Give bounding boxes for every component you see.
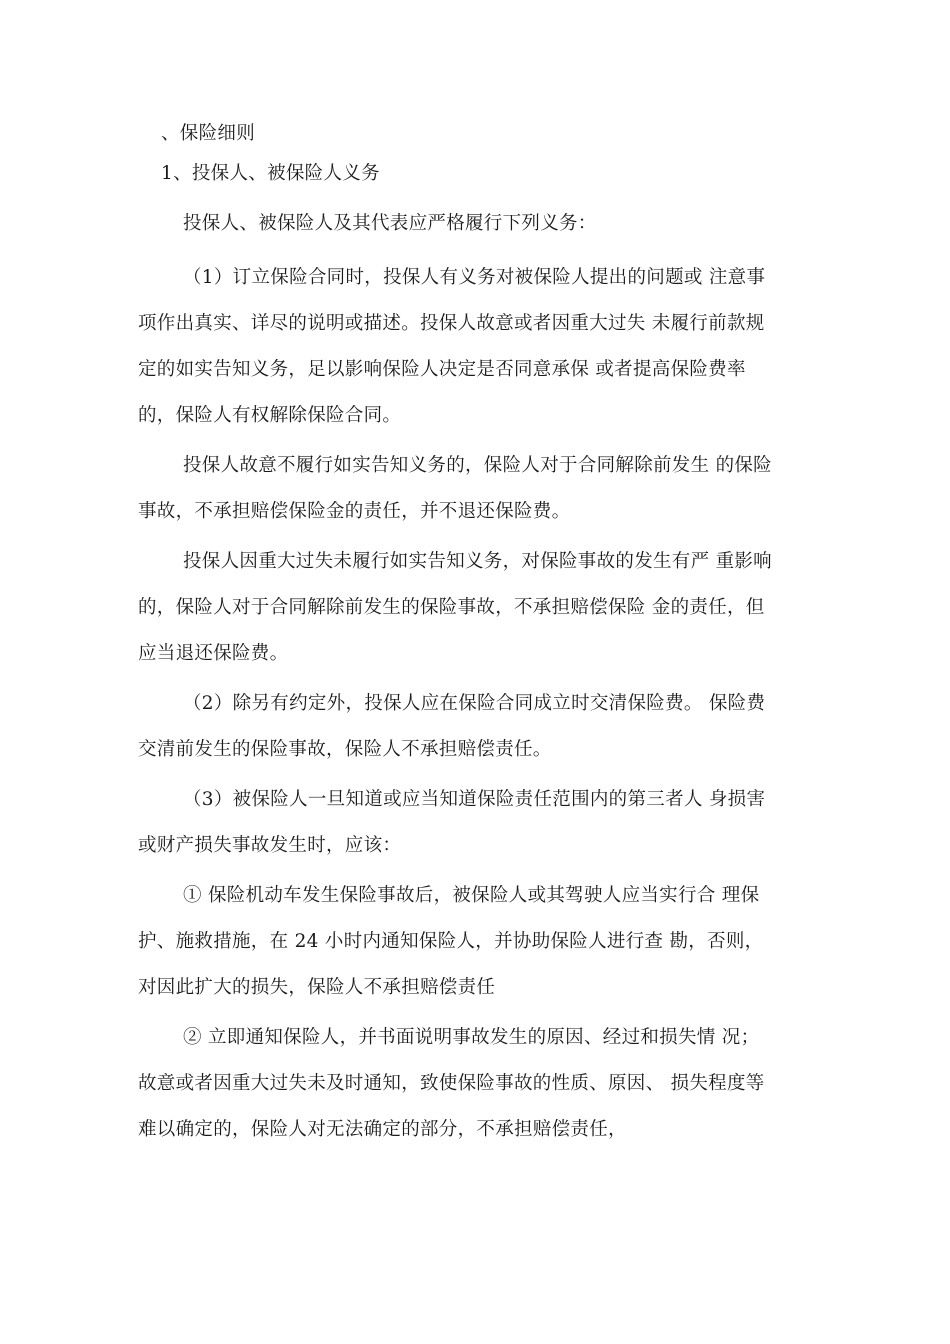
paragraph-5 <box>138 782 828 864</box>
paragraph-line: 对因此扩大的损失，保险人不承担赔偿责任 <box>138 977 496 998</box>
subsection-heading: 1、投保人、被保险人义务 <box>161 163 380 184</box>
paragraph-line: 难以确定的，保险人对无法确定的部分，不承担赔偿责任， <box>138 1119 627 1140</box>
paragraph-line: 项作出真实、详尽的说明或描述。投保人故意或者因重大过失 未履行前款规 <box>138 313 765 334</box>
paragraph-line: ① 保险机动车发生保险事故后，被保险人或其驾驶人应当实行合 理保 <box>183 885 760 906</box>
paragraph-line: 或财产损失事故发生时，应该： <box>138 835 402 856</box>
paragraph-line: 的，保险人有权解除保险合同。 <box>138 405 402 426</box>
paragraph-line: 投保人因重大过失未履行如实告知义务，对保险事故的发生有严 重影响 <box>183 551 772 572</box>
section-heading: 、保险细则 <box>161 123 256 144</box>
document-body <box>138 116 828 1148</box>
paragraph-line: （1）订立保险合同时，投保人有义务对被保险人提出的问题或 注意事 <box>183 267 766 288</box>
paragraph-line: 故意或者因重大过失未及时通知，致使保险事故的性质、原因、 损失程度等 <box>138 1073 765 1094</box>
paragraph-6 <box>138 878 828 1006</box>
paragraph-line: 投保人故意不履行如实告知义务的，保险人对于合同解除前发生 的保险 <box>183 455 772 476</box>
paragraph-line: 护、施救措施，在 24 小时内通知保险人，并协助保险人进行查 勘，否则， <box>138 931 764 952</box>
paragraph-line: 定的如实告知义务，足以影响保险人决定是否同意承保 或者提高保险费率 <box>138 359 746 380</box>
paragraph-line: （3）被保险人一旦知道或应当知道保险责任范围内的第三者人 身损害 <box>183 789 766 810</box>
paragraph-line: 的，保险人对于合同解除前发生的保险事故，不承担赔偿保险 金的责任，但 <box>138 597 765 618</box>
paragraph-3 <box>138 544 828 672</box>
paragraph-line: 事故，不承担赔偿保险金的责任，并不退还保险费。 <box>138 501 571 522</box>
paragraph-2 <box>138 448 828 530</box>
paragraph-line: ② 立即通知保险人，并书面说明事故发生的原因、经过和损失情 况； <box>183 1027 760 1048</box>
paragraph-line: （2）除另有约定外，投保人应在保险合同成立时交清保险费。 保险费 <box>183 693 766 714</box>
paragraph-7 <box>138 1020 828 1148</box>
intro-paragraph: 投保人、被保险人及其代表应严格履行下列义务： <box>183 213 597 234</box>
paragraph-4 <box>138 686 828 768</box>
paragraph-1 <box>138 260 828 434</box>
paragraph-line: 交清前发生的保险事故，保险人不承担赔偿责任。 <box>138 739 552 760</box>
paragraph-line: 应当退还保险费。 <box>138 643 289 664</box>
